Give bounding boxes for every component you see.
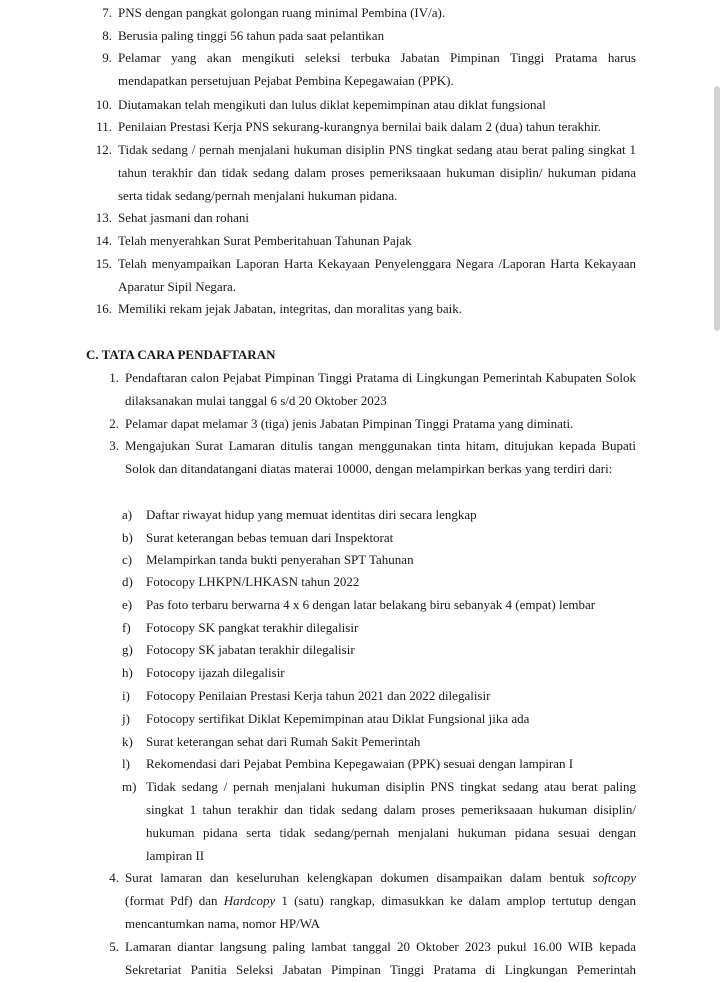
item-text: Fotocopy sertifikat Diklat Kepemimpinan atau Diklat Fungsional jika ada (146, 711, 530, 726)
item-number: 11. (96, 119, 112, 134)
item-text-emphasis: softcopy (592, 870, 636, 885)
item-letter: h) (122, 665, 133, 680)
item-letter: k) (122, 734, 133, 749)
item-number: 10. (95, 97, 112, 112)
item-number: 2. (109, 416, 119, 431)
item-text: Memiliki rekam jejak Jabatan, integritas, dan moralitas yang baik. (118, 301, 463, 316)
list-item (86, 115, 636, 138)
item-text: PNS dengan pangkat golongan ruang minimal Pembina (IV/a). (118, 5, 446, 20)
list-item (86, 206, 636, 229)
sub-list-item (122, 616, 636, 639)
item-letter: g) (122, 642, 133, 657)
item-number: 13. (95, 210, 112, 225)
item-text: Tidak sedang / pernah menjalani hukuman disiplin PNS tingkat sedang atau berat paling singkat 1 tahun terakhir dan tidak sedang dalam proses pemeriksaaan hukuman disiplin/ hukuman pidana serta tidak sedang/pernah menjalani hukuman pidana sesuai dengan lampiran II (146, 779, 636, 863)
item-text: Surat keterangan sehat dari Rumah Sakit Pemerintah (146, 734, 421, 749)
list-item (86, 252, 636, 298)
item-text-part: (format Pdf) dan (125, 893, 224, 908)
item-text: Telah menyampaikan Laporan Harta Kekayaan Penyelenggara Negara /Laporan Harta Kekayaan Aparatur Sipil Negara. (118, 256, 636, 294)
item-number: 4. (109, 870, 119, 885)
scrollbar[interactable] (714, 86, 720, 331)
list-item (86, 138, 636, 207)
item-text: Fotocopy LHKPN/LHKASN tahun 2022 (146, 574, 360, 589)
item-text (125, 866, 636, 935)
sub-list-item (122, 548, 636, 571)
list-item (93, 366, 636, 412)
list-item (86, 297, 636, 320)
item-text: Penilaian Prestasi Kerja PNS sekurang-kurangnya bernilai baik dalam 2 (dua) tahun terakhir. (118, 119, 602, 134)
item-number: 14. (95, 233, 112, 248)
item-letter: c) (122, 552, 133, 567)
sub-list-item (122, 752, 636, 775)
item-text-part: Surat lamaran dan keseluruhan kelengkapan dokumen disampaikan dalam bentuk (125, 870, 593, 885)
item-text: Sehat jasmani dan rohani (118, 210, 250, 225)
list-item (86, 24, 636, 47)
item-text: Fotocopy SK jabatan terakhir dilegalisir (146, 642, 355, 657)
list-item (93, 935, 636, 981)
item-number: 5. (109, 939, 119, 954)
item-number: 1. (109, 370, 119, 385)
item-number: 7. (102, 5, 112, 20)
sub-list-item (122, 707, 636, 730)
list-item (86, 46, 636, 92)
list-item (93, 412, 636, 435)
item-letter: i) (122, 688, 130, 703)
item-number: 9. (102, 50, 112, 65)
list-item (93, 866, 636, 935)
item-text: Pelamar dapat melamar 3 (tiga) jenis Jabatan Pimpinan Tinggi Pratama yang diminati. (125, 416, 574, 431)
sub-list-item (122, 684, 636, 707)
item-letter: m) (122, 779, 137, 794)
list-item (86, 1, 636, 24)
item-number: 3. (109, 438, 119, 453)
item-letter: b) (122, 530, 133, 545)
item-letter: d) (122, 574, 133, 589)
item-text: Fotocopy SK pangkat terakhir dilegalisir (146, 620, 359, 635)
item-text: Pas foto terbaru berwarna 4 x 6 dengan latar belakang biru sebanyak 4 (empat) lembar (146, 597, 596, 612)
list-item (93, 434, 636, 480)
list-item (86, 93, 636, 116)
item-text: Daftar riwayat hidup yang memuat identitas diri secara lengkap (146, 507, 477, 522)
item-text: Pelamar yang akan mengikuti seleksi terbuka Jabatan Pimpinan Tinggi Pratama harus mendapatkan persetujuan Pejabat Pembina Kepegawaian (PPK). (118, 50, 636, 88)
sub-list-item (122, 730, 636, 753)
item-letter: l) (122, 756, 130, 771)
item-text: Fotocopy ijazah dilegalisir (146, 665, 285, 680)
item-number: 16. (95, 301, 112, 316)
item-text: Pendaftaran calon Pejabat Pimpinan Tinggi Pratama di Lingkungan Pemerintah Kabupaten Solok dilaksanakan mulai tanggal 6 s/d 20 Oktober 2023 (125, 370, 636, 408)
item-text: Tidak sedang / pernah menjalani hukuman disiplin PNS tingkat sedang atau berat paling singkat 1 tahun terakhir dan tidak sedang dalam proses pemeriksaaan hukuman disiplin/ hukuman pidana serta tidak sedang/pernah menjalani hukuman pidana. (118, 142, 636, 203)
sub-list-item (122, 638, 636, 661)
item-text: Berusia paling tinggi 56 tahun pada saat pelantikan (118, 28, 385, 43)
sub-list-item (122, 526, 636, 549)
item-number: 8. (102, 28, 112, 43)
item-text: Mengajukan Surat Lamaran ditulis tangan menggunakan tinta hitam, ditujukan kepada Bupati Solok dan ditandatangani diatas materai 10000, dengan melampirkan berkas yang terdiri dari: (125, 438, 636, 476)
sub-list-item (122, 570, 636, 593)
item-number: 12. (95, 142, 112, 157)
item-text: Lamaran diantar langsung paling lambat tanggal 20 Oktober 2023 pukul 16.00 WIB kepada Sekretariat Panitia Seleksi Jabatan Pimpinan Tinggi Pratama di Lingkungan Pemerintah (125, 939, 636, 977)
item-letter: a) (122, 507, 133, 522)
item-text: Surat keterangan bebas temuan dari Inspektorat (146, 530, 394, 545)
item-number: 15. (95, 256, 112, 271)
item-letter: j) (122, 711, 130, 726)
list-item (86, 229, 636, 252)
item-text-emphasis: Hardcopy (223, 893, 276, 908)
section-heading: C. TATA CARA PENDAFTARAN (86, 347, 276, 362)
sub-list-item (122, 661, 636, 684)
sub-list-item (122, 593, 636, 616)
item-text: Fotocopy Penilaian Prestasi Kerja tahun 2021 dan 2022 dilegalisir (146, 688, 491, 703)
item-text: Melampirkan tanda bukti penyerahan SPT Tahunan (146, 552, 414, 567)
sub-list-item (122, 775, 636, 867)
item-letter: f) (122, 620, 131, 635)
item-text: Diutamakan telah mengikuti dan lulus diklat kepemimpinan atau diklat fungsional (118, 97, 546, 112)
item-text: Rekomendasi dari Pejabat Pembina Kepegawaian (PPK) sesuai dengan lampiran I (146, 756, 574, 771)
sub-list-item (122, 503, 636, 526)
item-letter: e) (122, 597, 133, 612)
item-text-part: 1 (satu) rangkap, dimasukkan ke dalam amplop tertutup dengan mencantumkan nama, nomor HP/WA (125, 893, 636, 931)
item-text: Telah menyerahkan Surat Pemberitahuan Tahunan Pajak (118, 233, 412, 248)
